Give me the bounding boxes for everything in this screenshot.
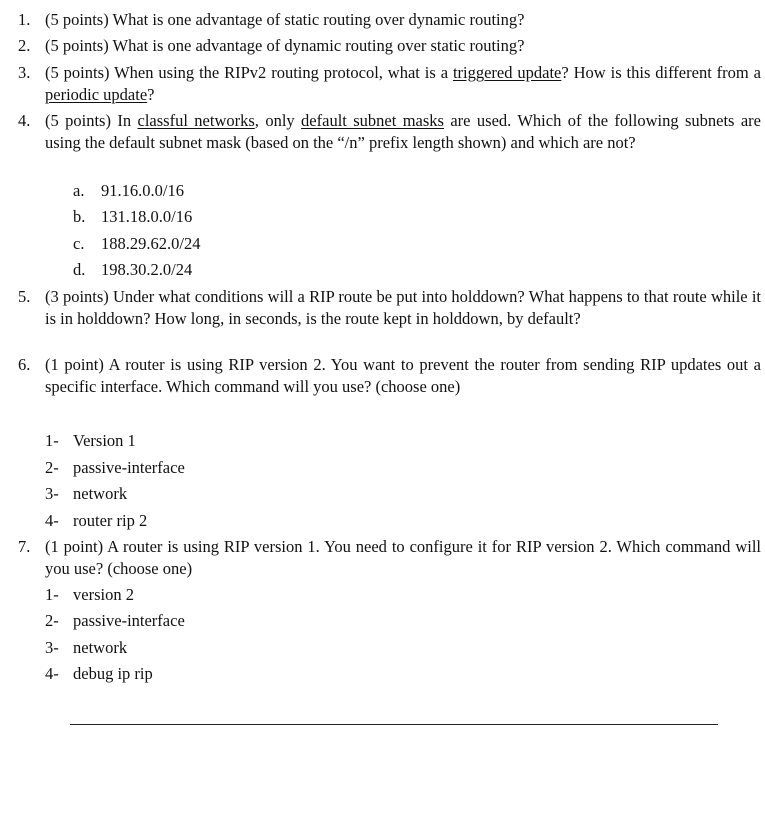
command-option-1: [0, 430, 716, 452]
question-number: 1.: [18, 10, 31, 29]
option-label: 2-: [45, 611, 59, 630]
option-value: 131.18.0.0/16: [101, 207, 193, 226]
option-value: router rip 2: [73, 511, 148, 530]
option-label: 3-: [45, 484, 59, 503]
option-label: 4-: [45, 664, 59, 683]
option-label: 3-: [45, 638, 59, 657]
option-label: c.: [73, 234, 85, 253]
underlined-term: triggered update: [452, 63, 562, 82]
question-number: 7.: [18, 537, 31, 556]
command-option-2: [0, 457, 716, 479]
option-value: Version 1: [73, 431, 136, 450]
question-7: [0, 536, 765, 579]
question-text-part: (5 points) When using the RIPv2 routing protocol, what is a: [45, 63, 453, 82]
question-text: (1 point) A router is using RIP version 2. You want to prevent the router from sending RIP updates out a specific interface. Which command will you use? (choose one): [45, 355, 761, 396]
underlined-term: classful networks: [137, 111, 255, 130]
option-value: 198.30.2.0/24: [101, 260, 193, 279]
underlined-term: default subnet masks: [301, 111, 444, 130]
question-text-part: ?: [147, 84, 155, 104]
question-1: [0, 9, 765, 31]
question-number: 3.: [18, 63, 31, 82]
question-text: (1 point) A router is using RIP version 1. You need to configure it for RIP version 2. Which command will you use? (choose one): [45, 537, 761, 578]
question-text-part: (5 points) In: [45, 111, 138, 130]
option-value: network: [73, 638, 128, 657]
question-6: [0, 354, 765, 397]
question-text: (5 points) What is one advantage of static routing over dynamic routing?: [45, 10, 525, 29]
option-value: passive-interface: [73, 611, 185, 630]
option-label: 2-: [45, 458, 59, 477]
option-label: d.: [73, 260, 86, 279]
option-value: passive-interface: [73, 458, 185, 477]
command-option-1: [0, 584, 716, 606]
option-label: b.: [73, 207, 86, 226]
question-3: [0, 62, 765, 105]
option-value: debug ip rip: [73, 664, 153, 683]
option-value: version 2: [73, 585, 134, 604]
question-number: 2.: [18, 36, 31, 55]
question-number: 5.: [18, 287, 31, 306]
option-label: 1-: [45, 431, 59, 450]
question-text-part: ? How is this different from a: [561, 63, 761, 82]
question-text-part: , only: [254, 111, 302, 130]
option-label: 1-: [45, 585, 59, 604]
question-number: 6.: [18, 355, 31, 374]
option-value: 188.29.62.0/24: [101, 234, 201, 253]
question-4: [0, 110, 765, 153]
question-text: (5 points) What is one advantage of dynamic routing over static routing?: [45, 36, 525, 55]
command-option-3: [0, 637, 716, 659]
command-option-4: [0, 510, 716, 532]
option-value: network: [73, 484, 128, 503]
question-text-part: are used. Which of the following subnets are using the default subnet mask (based on the “/n” prefix length shown) and which are not?: [45, 111, 761, 152]
question-2: [0, 35, 765, 57]
command-option-4: [0, 663, 716, 685]
question-5: [0, 286, 765, 329]
command-option-2: [0, 610, 716, 632]
question-text: (3 points) Under what conditions will a RIP route be put into holddown? What happens to that route while it is in holddown? How long, in seconds, is the route kept in holddown, by default?: [45, 287, 761, 328]
option-value: 91.16.0.0/16: [101, 181, 184, 200]
underlined-term: periodic update: [45, 84, 148, 104]
footnote-divider: [70, 724, 718, 725]
option-label: a.: [73, 181, 85, 200]
question-number: 4.: [18, 111, 31, 130]
option-label: 4-: [45, 511, 59, 530]
command-option-3: [0, 483, 716, 505]
